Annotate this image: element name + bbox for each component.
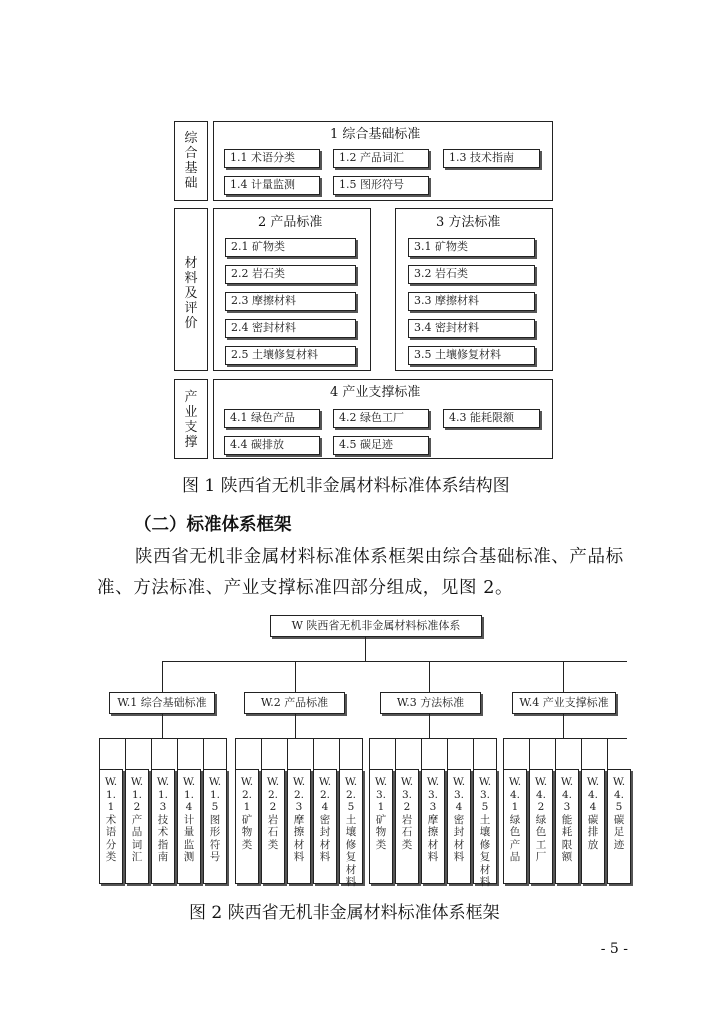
fig2-connector: [99, 738, 100, 769]
fig2-leaf: W.4.3 能耗限额: [555, 769, 579, 884]
fig2-connector: [503, 738, 627, 739]
fig1-method-item: 3.4 密封材料: [408, 319, 535, 338]
fig2-group-box: W.4 产业支撑标准: [512, 692, 616, 714]
fig1-side-materials-label: 材料及评价: [184, 256, 198, 331]
fig2-leaf: W.3.3 摩擦材料: [421, 769, 445, 884]
fig2-leaf: W.4.1 绿色产品: [503, 769, 527, 884]
fig2-leaf: W.4.2 绿色工厂: [529, 769, 553, 884]
fig2-leaf: W.2.1 矿物类: [235, 769, 259, 884]
fig2-connector: [429, 714, 430, 739]
fig2-leaf: W.2.5 土壤修复材料: [339, 769, 363, 884]
fig2-root: W 陕西省无机非金属材料标准体系: [270, 615, 482, 637]
fig2-group-box: W.2 产品标准: [244, 692, 345, 714]
figure-1-caption: 图 1 陕西省无机非金属材料标准体系结构图: [182, 476, 510, 496]
fig2-connector: [313, 738, 314, 769]
fig1-product-item: 2.1 矿物类: [225, 238, 356, 257]
fig2-leaf: W.4.5 碳足迹: [607, 769, 631, 884]
fig2-connector: [162, 714, 163, 739]
fig2-connector: [261, 738, 262, 769]
fig2-connector: [226, 738, 227, 769]
fig2-connector: [503, 738, 504, 769]
fig2-connector: [529, 738, 530, 769]
fig2-leaf: W.3.1 矿物类: [369, 769, 393, 884]
fig1-industry-item: 4.2 绿色工厂: [333, 409, 429, 428]
fig2-connector: [496, 738, 497, 769]
fig2-connector: [607, 738, 608, 769]
fig1-method-item: 3.1 矿物类: [408, 238, 535, 257]
fig2-connector: [151, 738, 152, 769]
section-heading: （二）标准体系框架: [134, 515, 292, 535]
fig2-connector: [162, 661, 627, 662]
fig2-leaf: W.4.4 碳排放: [581, 769, 605, 884]
fig1-product-item: 2.4 密封材料: [225, 319, 356, 338]
fig2-connector: [395, 738, 396, 769]
fig2-connector: [287, 738, 288, 769]
fig2-connector: [295, 661, 296, 692]
fig1-basic-item: 1.3 技术指南: [443, 149, 540, 168]
fig2-group-box: W.3 方法标准: [380, 692, 481, 714]
body-paragraph: [97, 542, 642, 604]
fig1-method-item: 3.2 岩石类: [408, 265, 535, 284]
fig2-group-box: W.1 综合基础标准: [109, 692, 215, 714]
fig2-leaf: W.3.5 土壤修复材料: [473, 769, 497, 884]
fig2-connector: [429, 661, 430, 692]
fig2-connector: [369, 738, 370, 769]
fig2-connector: [369, 738, 497, 739]
fig2-connector: [339, 738, 340, 769]
fig1-basic-item: 1.5 图形符号: [333, 176, 429, 195]
fig1-industry-title: 4 产业支撑标准: [330, 385, 421, 400]
figure-2-caption: 图 2 陕西省无机非金属材料标准体系框架: [189, 903, 500, 923]
fig1-product-title: 2 产品标准: [258, 215, 323, 230]
fig2-connector: [235, 738, 363, 739]
fig1-basic-item: 1.1 术语分类: [224, 149, 320, 168]
fig1-industry-item: 4.5 碳足迹: [333, 436, 429, 455]
fig1-industry-item: 4.4 碳排放: [224, 436, 320, 455]
fig1-side-basic-label: 综合基础: [184, 131, 198, 191]
fig2-connector: [365, 637, 366, 662]
body-paragraph-text: 陕西省无机非金属材料标准体系框架由综合基础标准、产品标准、方法标准、产业支撑标准四部分组成，见图 2。: [97, 547, 624, 598]
fig1-basic-title: 1 综合基础标准: [330, 127, 421, 142]
fig2-leaf: W.1.5 图形符号: [203, 769, 227, 884]
fig1-basic-item: 1.2 产品词汇: [333, 149, 429, 168]
fig2-connector: [473, 738, 474, 769]
fig2-leaf: W.1.1 术语分类: [99, 769, 123, 884]
fig2-connector: [421, 738, 422, 769]
fig1-method-item: 3.5 土壤修复材料: [408, 346, 535, 365]
fig1-product-item: 2.5 土壤修复材料: [225, 346, 356, 365]
page-number: - 5 -: [600, 941, 628, 957]
fig2-leaf: W.1.3 技术指南: [151, 769, 175, 884]
fig2-connector: [177, 738, 178, 769]
fig1-industry-item: 4.3 能耗限额: [443, 409, 540, 428]
fig2-connector: [295, 714, 296, 739]
fig2-connector: [563, 714, 564, 739]
fig2-leaf: W.1.2 产品词汇: [125, 769, 149, 884]
fig2-connector: [99, 738, 227, 739]
fig1-side-industry-label: 产业支撑: [184, 390, 198, 450]
fig1-product-item: 2.2 岩石类: [225, 265, 356, 284]
fig2-connector: [125, 738, 126, 769]
fig2-leaf: W.3.4 密封材料: [447, 769, 471, 884]
fig2-connector: [555, 738, 556, 769]
fig1-product-item: 2.3 摩擦材料: [225, 292, 356, 311]
fig1-method-item: 3.3 摩擦材料: [408, 292, 535, 311]
fig1-basic-item: 1.4 计量监测: [224, 176, 320, 195]
fig2-connector: [447, 738, 448, 769]
fig2-leaf: W.2.2 岩石类: [261, 769, 285, 884]
fig2-connector: [162, 661, 163, 692]
fig2-leaf: W.3.2 岩石类: [395, 769, 419, 884]
fig2-connector: [203, 738, 204, 769]
fig1-method-title: 3 方法标准: [436, 215, 501, 230]
fig2-connector: [581, 738, 582, 769]
fig2-connector: [235, 738, 236, 769]
fig2-leaf: W.1.4 计量监测: [177, 769, 201, 884]
fig2-connector: [563, 661, 564, 692]
fig2-leaf: W.2.4 密封材料: [313, 769, 337, 884]
fig1-industry-item: 4.1 绿色产品: [224, 409, 320, 428]
fig2-leaf: W.2.3 摩擦材料: [287, 769, 311, 884]
fig2-connector: [362, 738, 363, 769]
